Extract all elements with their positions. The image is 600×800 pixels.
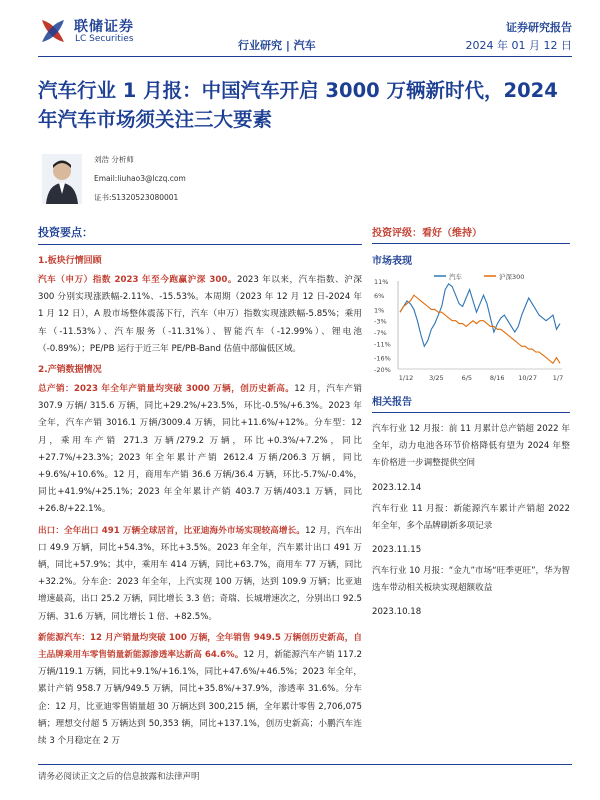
- y-tick-label: 11%: [374, 278, 389, 286]
- author-block: [38, 150, 338, 212]
- logo-name-en: LC Securities: [75, 34, 134, 44]
- summary-heading: 投资要点：: [38, 224, 362, 245]
- related-report-3[interactable]: [372, 563, 570, 617]
- export-paragraph: [38, 523, 362, 626]
- report-date: 2024 年 01 月 12 日: [465, 39, 572, 52]
- author-name: 刘浩 分析师: [94, 155, 134, 164]
- x-tick-label: 10/27: [518, 374, 537, 382]
- section-1-title: 1.板块行情回顾: [38, 256, 102, 266]
- legend-label: 汽车: [449, 273, 462, 281]
- related-report-1[interactable]: [372, 421, 570, 493]
- related-reports-title: 相关报告: [372, 393, 570, 413]
- production-sales-paragraph: [38, 381, 362, 519]
- x-tick-label: 1/12: [398, 374, 414, 382]
- header-divider: [38, 56, 572, 57]
- report-type: 证券研究报告: [506, 21, 572, 34]
- report-header: [0, 0, 600, 62]
- related-report-2-date: 2023.11.15: [372, 545, 422, 556]
- series-line-auto: [400, 284, 560, 347]
- related-report-1-title[interactable]: 汽车行业 12 月报：前 11 月累计总产销超 2022 年全年，动力电池各环节价格降低有望为 2024 年整车价格进一步调整提供空间: [372, 424, 570, 469]
- related-report-2-title[interactable]: 汽车行业 11 月报：新能源汽车累计产销超 2022 年全年，多个品牌刷新多项记录: [372, 503, 570, 531]
- series-line-csi300: [400, 295, 560, 363]
- related-report-3-date: 2023.10.18: [372, 607, 422, 618]
- related-report-2[interactable]: [372, 501, 570, 555]
- legend-label: 沪深300: [499, 273, 525, 281]
- author-email: Email:liuhao3@lczq.com: [94, 174, 186, 183]
- report-title: 汽车行业 1 月报：中国汽车开启 3000 万辆新时代，2024 年汽车市场须关注三大要素: [38, 79, 558, 131]
- nev-lead: 新能源汽车：12 月产销量均突破 100 万辆，全年销售 949.5 万辆创历史新高，自主品牌乘用车零售销量新能源渗透率达新高 64.6%。: [38, 632, 362, 661]
- investment-rating: 投资评级：看好（维持）: [372, 224, 570, 244]
- author-avatar: [42, 154, 82, 204]
- x-tick-label: 6/5: [461, 374, 473, 382]
- market-performance-svg: [372, 271, 570, 389]
- report-section: 行业研究 | 汽车: [238, 39, 316, 52]
- export-lead: 出口：全年出口 491 万辆全球居首，比亚迪海外市场实现较高增长。: [38, 525, 305, 536]
- x-tick-label: 3/25: [429, 374, 444, 382]
- nev-paragraph: [38, 630, 362, 750]
- y-tick-label: -3%: [374, 317, 387, 326]
- y-tick-label: -16%: [374, 354, 391, 363]
- logo-mark-icon: [38, 16, 68, 46]
- export-body: 12 月，汽车出口 49.9 万辆，同比+54.3%，环比+3.5%。2023 年全年，汽车累计出口 491 万辆，同比+57.9%；其中，乘用车 414 万辆，同比+63.7%，商用车 77 万辆，同比+32.2%。分车企：2023 年全年，上汽实现 100 万辆，达到 109.9 万辆；比亚迪增速最高，出口 25.2 万辆，同比增长 3.3 倍；奇瑞、长城增速次之，分别出口 92.5 万辆、31.6 万辆，同比增长 1 倍、+82.5%。: [38, 525, 362, 622]
- market-performance-chart: [372, 271, 570, 389]
- production-sales-body: 12 月，汽车产销 307.9 万辆/ 315.6 万辆，同比+29.2%/+23.5%，环比-0.5%/+6.3%。2023 年全年，汽车产销 3016.1 万辆/3009.4 万辆，同比+11.6%/+12%。分车型：12 月，乘用车产销 271.3 万辆/279.2 万辆，环比+0.3%/+7.2%，同比+27.7%/+23.3%；2023 年全年累计产销 2612.4 万辆/206.3 万辆，同比+9.6%/+10.6%。12 月，商用车产销 36.6 万辆/36.4 万辆，环比-5.7%/-0.4%，同比+41.9%/+25.1%；2023 年全年累计产销 403.7 万辆/403.1 万辆，同比+26.8/+22.1%。: [38, 384, 362, 515]
- company-logo: [38, 14, 168, 48]
- x-tick-label: 1/7: [552, 374, 564, 382]
- nev-body: 12 月，新能源汽车产销 117.2 万辆/119.1 万辆，同比+9.1%/+16.1%，同比+47.6%/+46.5%；2023 年全年，累计产销 958.7 万辆/949.5 万辆，同比+35.8%/+37.9%，渗透率 31.6%。分车企：12 月，比亚迪零售销量超 30 万辆达到 300,215 辆，全年累计零售 2,706,075 辆；理想交付超 5 万辆达到 50,353 辆，同比+137.1%，创历史新高；小鹏汽车连续 3 个月稳定在 2 万: [38, 650, 362, 747]
- sidebar: [372, 224, 570, 625]
- disclaimer-footer: 请务必阅读正文之后的信息披露和法律声明: [38, 772, 200, 782]
- section-1-lead: 汽车（申万）指数 2023 年至今跑赢沪深 300。: [38, 275, 237, 285]
- related-report-1-date: 2023.12.14: [372, 482, 422, 493]
- investment-summary: [38, 224, 362, 754]
- section-2-title: 2.产销数据情况: [38, 365, 102, 376]
- related-report-3-title[interactable]: 汽车行业 10 月报：“金九”市场“旺季更旺”，华为智选车带动相关板块实现超额收益: [372, 566, 570, 594]
- footer-divider: [38, 764, 572, 765]
- y-tick-label: 6%: [374, 292, 385, 301]
- section-1-paragraph: [38, 272, 362, 358]
- y-tick-label: -7%: [374, 329, 387, 338]
- section-1-body: 2023 年以来，汽车指数、沪深 300 分别实现涨跌幅-2.11%、-15.53%。本周期（2023 年 12 月 12 日-2024 年 1 月 12 日），A 股市场整体震荡下行，汽车（申万）指数实现涨跌幅-5.85%；乘用车（-11.53%）、汽车服务（-11.31%）、智能汽车（-12.99%）、锂电池（-0.89%）；PE/PB 运行于近三年 PE/PB-Band 估值中部偏低区域。: [38, 275, 362, 354]
- author-certificate: 证书:S1320523080001: [94, 193, 179, 202]
- y-tick-label: -11%: [374, 340, 391, 349]
- production-sales-lead: 总产销：2023 年全年产销量均突破 3000 万辆，创历史新高。: [38, 384, 295, 395]
- y-tick-label: 1%: [374, 306, 385, 315]
- logo-name-cn: 联储证券: [74, 19, 134, 35]
- x-tick-label: 8/16: [489, 374, 505, 382]
- y-tick-label: -20%: [374, 366, 391, 374]
- market-performance-title: 市场表现: [372, 256, 412, 267]
